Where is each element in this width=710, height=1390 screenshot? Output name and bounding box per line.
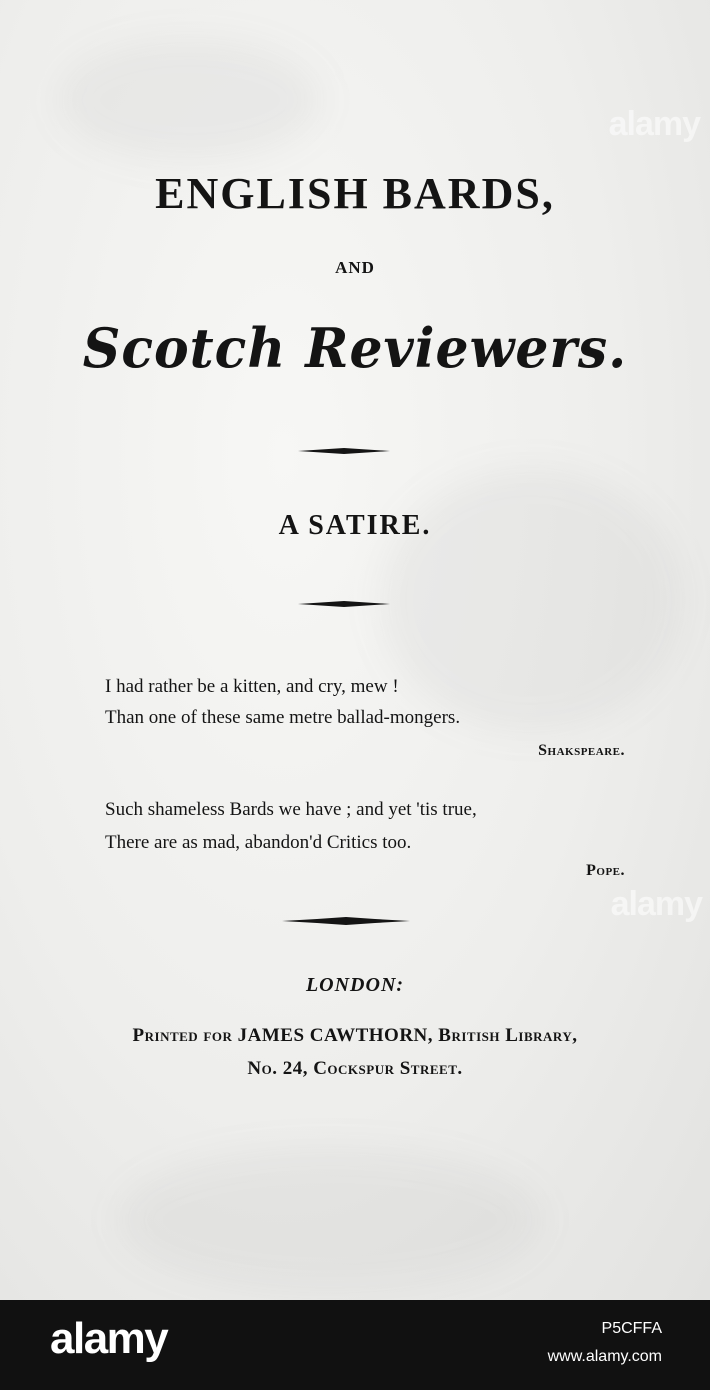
title-conjunction: AND bbox=[335, 258, 375, 277]
watermark-logo: alamy bbox=[610, 885, 702, 923]
brand-logo: alamy bbox=[50, 1314, 168, 1363]
epigraph-1-line-1: I had rather be a kitten, and cry, mew ! bbox=[105, 676, 399, 697]
title-line-1: ENGLISH BARDS, bbox=[155, 169, 555, 218]
image-id: P5CFFA bbox=[601, 1320, 662, 1337]
imprint-address: No. 24, Cockspur Street. bbox=[247, 1058, 463, 1079]
imprint-place: LONDON: bbox=[305, 974, 405, 996]
paper-stain bbox=[380, 470, 680, 730]
epigraph-2-attribution: Pope. bbox=[586, 862, 625, 879]
subtitle: A SATIRE. bbox=[278, 510, 432, 541]
watermark-logo: alamy bbox=[608, 105, 700, 143]
paper-stain bbox=[120, 1150, 540, 1290]
ornamental-rule bbox=[282, 914, 410, 928]
epigraph-2-line-1: Such shameless Bards we have ; and yet 'tis true, bbox=[105, 799, 477, 820]
title-line-2: Scotch Reviewers. bbox=[82, 316, 628, 381]
imprint-printer: Printed for JAMES CAWTHORN, British Library, bbox=[132, 1025, 578, 1046]
site-url: www.alamy.com bbox=[547, 1348, 662, 1365]
epigraph-1-line-2: Than one of these same metre ballad-mongers. bbox=[105, 707, 461, 728]
ornamental-rule bbox=[298, 444, 390, 458]
ornamental-rule bbox=[298, 597, 390, 611]
epigraph-1-attribution: Shakspeare. bbox=[538, 742, 625, 759]
paper-stain bbox=[60, 40, 320, 160]
epigraph-2-line-2: There are as mad, abandon'd Critics too. bbox=[105, 832, 412, 853]
stock-footer bbox=[0, 1300, 710, 1390]
